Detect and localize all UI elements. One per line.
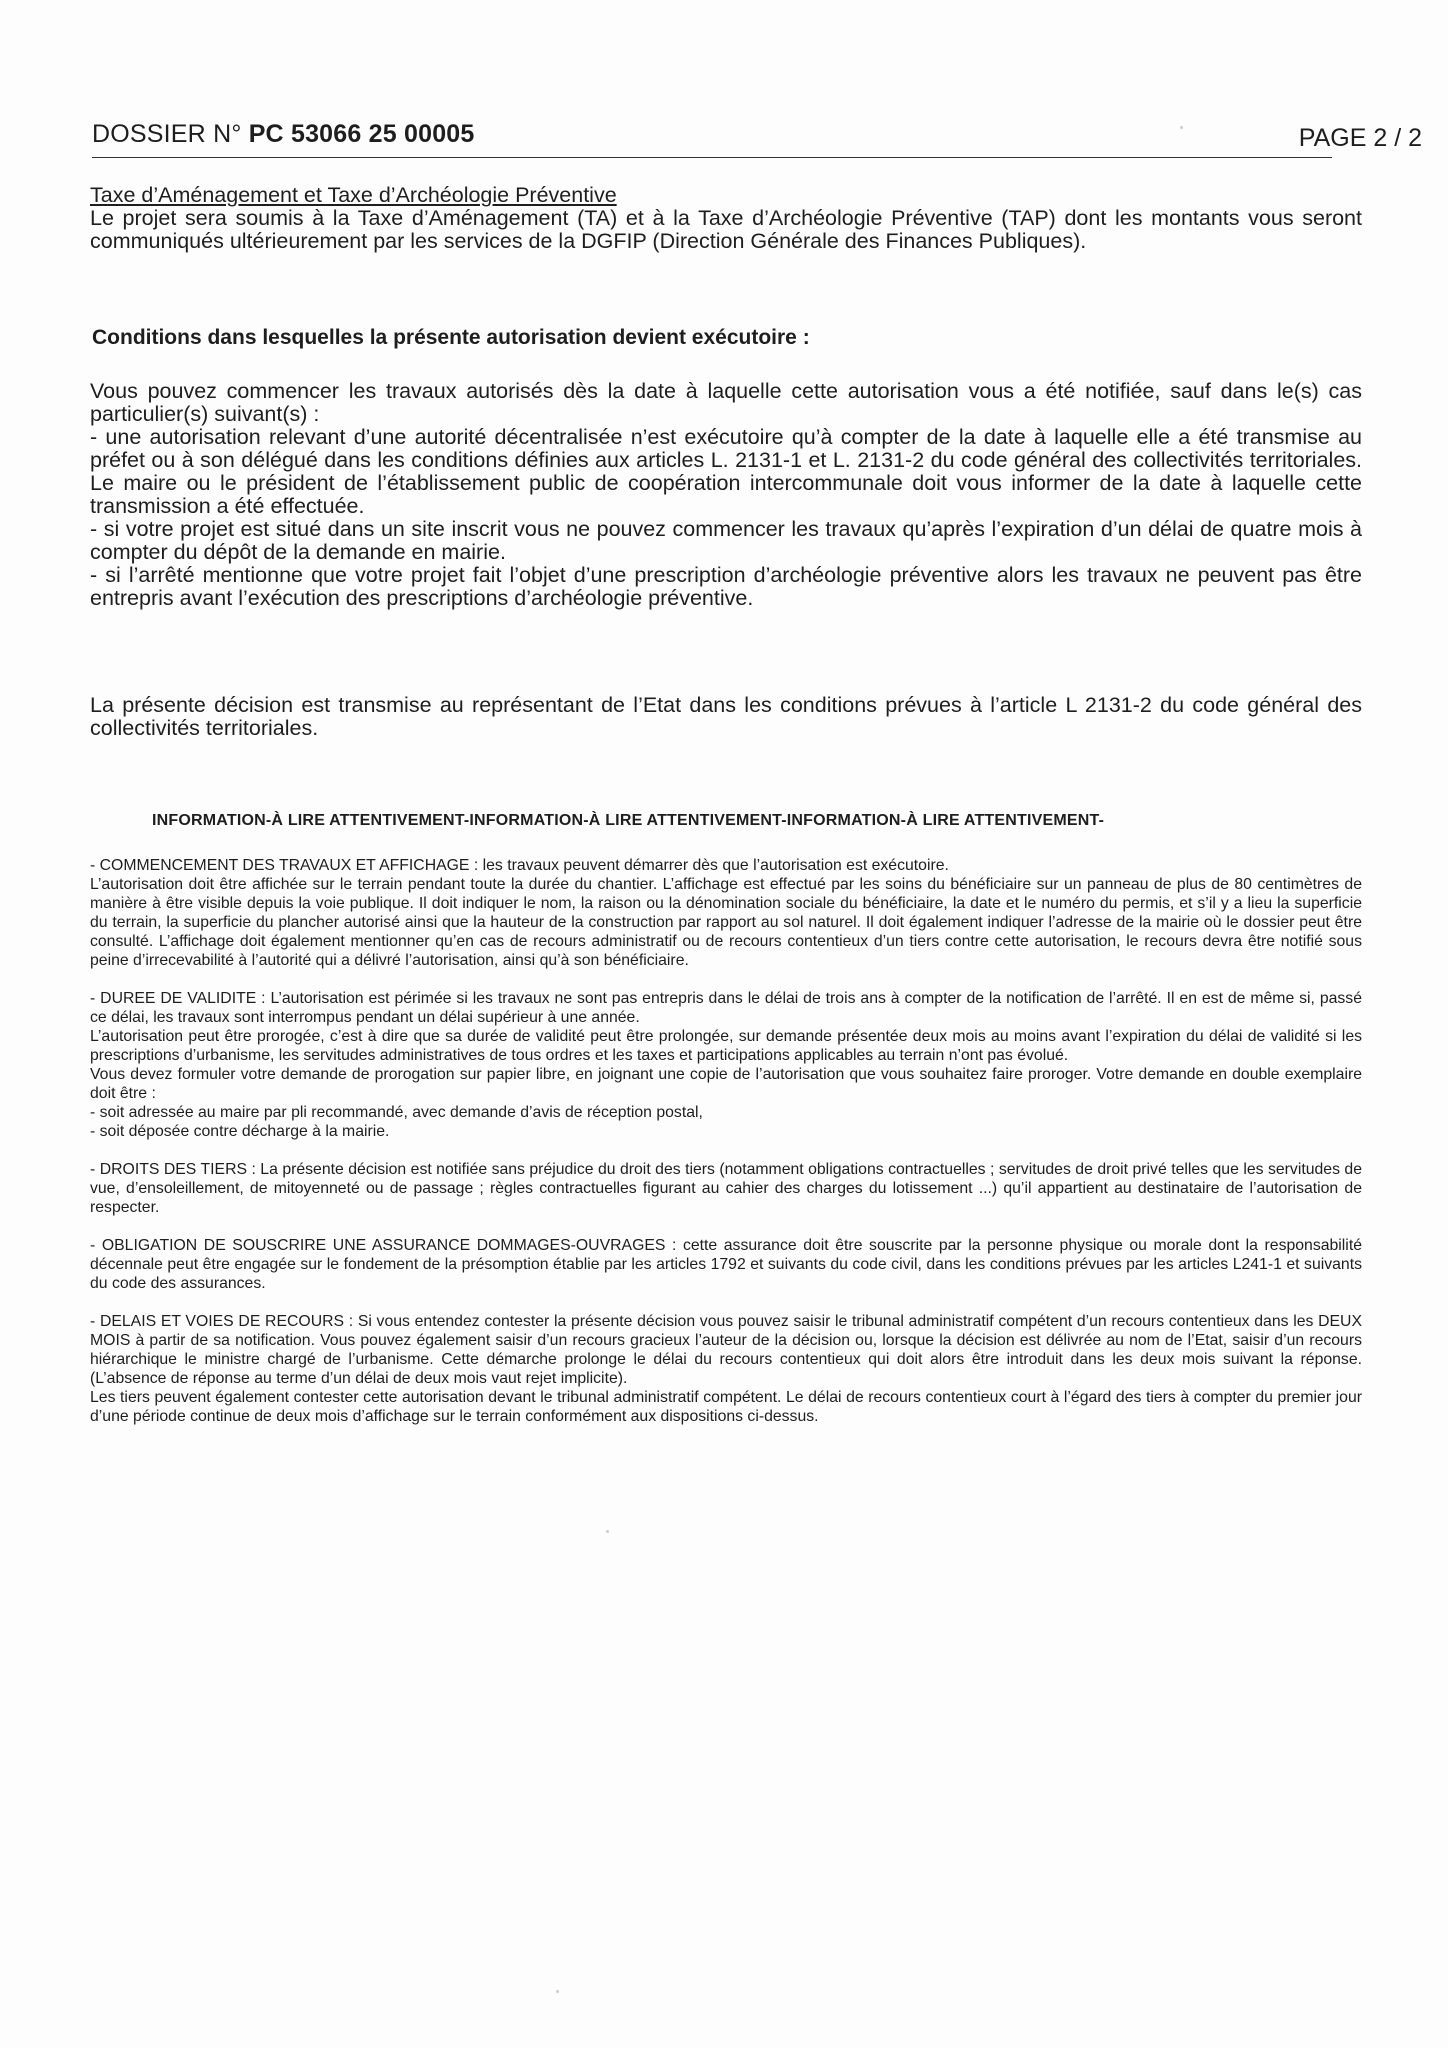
taxes-text: Le projet sera soumis à la Taxe d’Aménagement (TA) et à la Taxe d’Archéologie Préventive (TAP) dont les montants vous seront communiqués ultérieurement par les services de la DGFIP (Direction Générale des Finances Publiques). — [90, 206, 1362, 253]
header-divider — [92, 157, 1332, 158]
dossier-label: DOSSIER N° — [92, 120, 242, 148]
prorogation-demande: Vous devez formuler votre demande de prorogation sur papier libre, en joignant une copie de l’autorisation que vous souhaitez faire proroger. Votre demande en double exemplaire doit être : — [90, 1066, 1362, 1102]
conditions-intro: Vous pouvez commencer les travaux autorisés dès la date à laquelle cette autorisation vous a été notifiée, sauf dans le(s) cas particulier(s) suivant(s) : — [90, 379, 1362, 426]
prorogation-option-decharge: - soit déposée contre décharge à la mairie. — [90, 1123, 390, 1140]
conditions-title: Conditions dans lesquelles la présente autorisation devient exécutoire : — [92, 326, 810, 349]
commencement-heading: - COMMENCEMENT DES TRAVAUX ET AFFICHAGE : les travaux peuvent démarrer dès que l’autorisation est exécutoire. — [90, 857, 949, 874]
commencement-text: L’autorisation doit être affichée sur le terrain pendant toute la durée du chantier. L’affichage est effectué par les soins du bénéficiaire sur un panneau de plus de 80 centimètres de manière à être visible depuis la voie publique. Il doit indiquer le nom, la raison ou la dénomination sociale du bénéficiaire, la date et le numéro du permis, et s’il y a lieu la superficie du terrain, la superficie du plancher autorisé ainsi que la hauteur de la construction par rapport au sol naturel. Il doit également indiquer l’adresse de la mairie où le dossier peut être consulté. L’affichage doit également mentionner qu’en cas de recours administratif ou de recours contentieux d’un tiers contre cette autorisation, le recours devra être notifié sous peine d’irrecevabilité à l’autorité qui a délivré l’autorisation, ainsi qu’à son bénéficiaire. — [90, 876, 1362, 969]
taxes-title: Taxe d’Aménagement et Taxe d’Archéologie Préventive — [90, 183, 617, 207]
conditions-item-site-inscrit: - si votre projet est situé dans un site inscrit vous ne pouvez commencer les travaux qu’après l’expiration d’un délai de quatre mois à compter du dépôt de la demande en mairie. — [90, 517, 1362, 564]
assurance-text: - OBLIGATION DE SOUSCRIRE UNE ASSURANCE DOMMAGES-OUVRAGES : cette assurance doit être souscrite par la personne physique ou morale dont la responsabilité décennale peut être engagée sur le fondement de la présomption établie par les articles 1792 et suivants du code civil, dans les conditions prévues par les articles L241-1 et suivants du code des assurances. — [90, 1237, 1362, 1292]
scan-speck — [556, 1990, 559, 1993]
conditions-section — [90, 380, 1362, 610]
conditions-item-decentralised: - une autorisation relevant d’une autorité décentralisée n’est exécutoire qu’à compter de la date à laquelle elle a été transmise au préfet ou à son délégué dans les conditions définies aux articles L. 2131-1 et L. 2131-2 du code général des collectivités territoriales. Le maire ou le président de l’établissement public de coopération intercommunale doit vous informer de la date à laquelle cette transmission a été effectuée. — [90, 425, 1362, 518]
duree-validite-text: - DUREE DE VALIDITE : L’autorisation est périmée si les travaux ne sont pas entrepris dans le délai de trois ans à compter de la notification de l’arrêté. Il en est de même si, passé ce délai, les travaux sont interrompus pendant un délai supérieur à une année. — [90, 990, 1362, 1026]
page-header — [92, 116, 1422, 160]
dossier-number: PC 53066 25 00005 — [248, 120, 475, 148]
conditions-item-archeologie: - si l’arrêté mentionne que votre projet fait l’objet d’une prescription d’archéologie préventive alors les travaux ne peuvent pas être entrepris avant l’exécution des prescriptions d’archéologie préventive. — [90, 563, 1362, 610]
information-heading: INFORMATION-À LIRE ATTENTIVEMENT-INFORMATION-À LIRE ATTENTIVEMENT-INFORMATION-À LIRE ATTENTIVEMENT- — [152, 812, 1105, 829]
prorogation-text: L’autorisation peut être prorogée, c’est à dire que sa durée de validité peut être prolongée, sur demande présentée deux mois au moins avant l’expiration du délai de validité si les prescriptions d’urbanisme, les servitudes administratives de tous ordres et les taxes et participations applicables au terrain n’ont pas évolué. — [90, 1028, 1362, 1064]
information-section — [90, 856, 1362, 1426]
prorogation-option-recommande: - soit adressée au maire par pli recommandé, avec demande d’avis de réception postal, — [90, 1104, 703, 1121]
scan-speck — [1180, 126, 1183, 129]
scan-speck — [606, 1530, 609, 1533]
recours-tiers-text: Les tiers peuvent également contester cette autorisation devant le tribunal administratif compétent. Le délai de recours contentieux court à l’égard des tiers à compter du premier jour d’une période continue de deux mois d’affichage sur le terrain conformément aux dispositions ci-dessus. — [90, 1389, 1362, 1425]
transmission-text: La présente décision est transmise au représentant de l’Etat dans les conditions prévues à l’article L 2131-2 du code général des collectivités territoriales. — [90, 693, 1362, 740]
transmission-paragraph — [90, 694, 1362, 740]
dossier-reference — [92, 120, 475, 149]
delais-recours-text: - DELAIS ET VOIES DE RECOURS : Si vous entendez contester la présente décision vous pouvez saisir le tribunal administratif compétent d’un recours contentieux dans les DEUX MOIS à partir de sa notification. Vous pouvez également saisir d’un recours gracieux l’auteur de la décision ou, lorsque la décision est délivrée au nom de l’Etat, saisir d’un recours hiérarchique le ministre chargé de l’urbanisme. Cette démarche prolonge le délai du recours contentieux qui doit alors être introduit dans les deux mois suivant la réponse. (L’absence de réponse au terme d’un délai de deux mois vaut rejet implicite). — [90, 1313, 1362, 1387]
page-number: PAGE 2 / 2 — [1298, 124, 1422, 152]
taxes-section — [90, 184, 1362, 253]
droits-tiers-text: - DROITS DES TIERS : La présente décision est notifiée sans préjudice du droit des tiers (notamment obligations contractuelles ; servitudes de droit privé telles que les servitudes de vue, d’ensoleillement, de mitoyenneté ou de passage ; règles contractuelles figurant au cahier des charges du lotissement ...) qu’il appartient au destinataire de l’autorisation de respecter. — [90, 1161, 1362, 1216]
